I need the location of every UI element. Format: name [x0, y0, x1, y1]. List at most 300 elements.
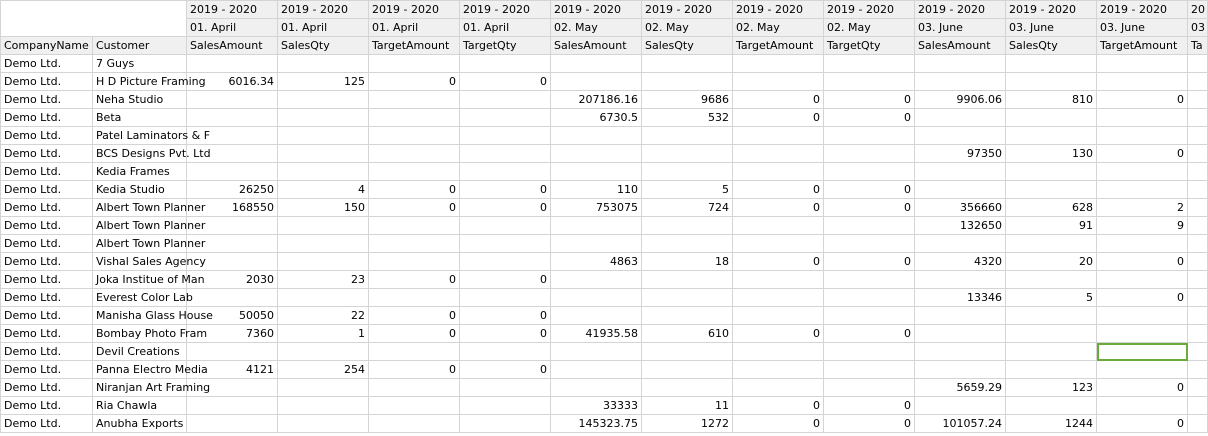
- customer-cell[interactable]: Albert Town Planner: [93, 217, 187, 235]
- value-cell[interactable]: 9: [1097, 217, 1188, 235]
- column-header-cell[interactable]: TargetAmount: [1097, 37, 1188, 55]
- value-cell[interactable]: 150: [278, 199, 369, 217]
- value-cell[interactable]: [1097, 397, 1188, 415]
- value-cell[interactable]: [824, 343, 915, 361]
- table-row[interactable]: [1, 181, 1208, 199]
- value-cell[interactable]: 33333: [551, 397, 642, 415]
- value-cell[interactable]: [733, 271, 824, 289]
- value-cell[interactable]: [915, 307, 1006, 325]
- value-cell[interactable]: [824, 271, 915, 289]
- value-cell[interactable]: 0: [824, 109, 915, 127]
- value-cell[interactable]: 0: [733, 253, 824, 271]
- value-cell[interactable]: [551, 217, 642, 235]
- value-cell[interactable]: 0: [733, 91, 824, 109]
- value-cell[interactable]: 9906.06: [915, 91, 1006, 109]
- value-cell[interactable]: [278, 163, 369, 181]
- customer-cell[interactable]: Albert Town Planner: [93, 235, 187, 253]
- value-cell[interactable]: [551, 361, 642, 379]
- column-header-cell[interactable]: SalesQty: [1006, 37, 1097, 55]
- value-cell[interactable]: 145323.75: [551, 415, 642, 433]
- value-cell[interactable]: 0: [369, 307, 460, 325]
- value-cell[interactable]: [460, 55, 551, 73]
- company-cell[interactable]: Demo Ltd.: [1, 415, 93, 433]
- customer-cell[interactable]: Anubha Exports: [93, 415, 187, 433]
- month-header-cell[interactable]: 03. June: [1097, 19, 1188, 37]
- value-cell[interactable]: [1006, 235, 1097, 253]
- value-cell[interactable]: [1097, 307, 1188, 325]
- period-header-cell[interactable]: 2019 - 2020: [1006, 1, 1097, 19]
- value-cell[interactable]: 0: [824, 199, 915, 217]
- value-cell[interactable]: 4: [278, 181, 369, 199]
- value-cell[interactable]: 0: [1097, 415, 1188, 433]
- value-cell[interactable]: 132650: [915, 217, 1006, 235]
- value-cell[interactable]: 97350: [915, 145, 1006, 163]
- value-cell[interactable]: [369, 127, 460, 145]
- value-cell[interactable]: [642, 307, 733, 325]
- column-header-cell[interactable]: SalesAmount: [551, 37, 642, 55]
- value-cell[interactable]: [1097, 325, 1188, 343]
- company-cell[interactable]: Demo Ltd.: [1, 163, 93, 181]
- value-cell[interactable]: 0: [460, 361, 551, 379]
- value-cell[interactable]: [1097, 361, 1188, 379]
- value-cell[interactable]: [1188, 343, 1208, 361]
- value-cell[interactable]: 4121: [187, 361, 278, 379]
- company-cell[interactable]: Demo Ltd.: [1, 199, 93, 217]
- value-cell[interactable]: [278, 379, 369, 397]
- company-cell[interactable]: Demo Ltd.: [1, 397, 93, 415]
- column-header-cell[interactable]: TargetAmount: [733, 37, 824, 55]
- table-row[interactable]: [1, 253, 1208, 271]
- value-cell[interactable]: [915, 127, 1006, 145]
- period-header-cell[interactable]: 2019 - 2020: [1097, 1, 1188, 19]
- value-cell[interactable]: 0: [733, 181, 824, 199]
- value-cell[interactable]: [824, 73, 915, 91]
- value-cell[interactable]: [733, 361, 824, 379]
- period-header-cell[interactable]: 2019 - 2020: [187, 1, 278, 19]
- value-cell[interactable]: [1006, 109, 1097, 127]
- value-cell[interactable]: [187, 415, 278, 433]
- company-cell[interactable]: Demo Ltd.: [1, 289, 93, 307]
- table-row[interactable]: [1, 235, 1208, 253]
- table-row[interactable]: [1, 163, 1208, 181]
- value-cell[interactable]: [824, 307, 915, 325]
- value-cell[interactable]: [278, 127, 369, 145]
- value-cell[interactable]: [460, 109, 551, 127]
- month-header-cell[interactable]: 01. April: [278, 19, 369, 37]
- value-cell[interactable]: [1188, 289, 1208, 307]
- value-cell[interactable]: 207186.16: [551, 91, 642, 109]
- value-cell[interactable]: [1006, 307, 1097, 325]
- value-cell[interactable]: [915, 73, 1006, 91]
- value-cell[interactable]: 0: [460, 307, 551, 325]
- value-cell[interactable]: [915, 55, 1006, 73]
- value-cell[interactable]: 628: [1006, 199, 1097, 217]
- period-header-cell[interactable]: 20: [1188, 1, 1208, 19]
- value-cell[interactable]: [642, 55, 733, 73]
- customer-cell[interactable]: Beta: [93, 109, 187, 127]
- value-cell[interactable]: 0: [369, 325, 460, 343]
- value-cell[interactable]: [1097, 73, 1188, 91]
- customer-cell[interactable]: Devil Creations: [93, 343, 187, 361]
- value-cell[interactable]: [642, 379, 733, 397]
- month-header-cell[interactable]: 01. April: [369, 19, 460, 37]
- value-cell[interactable]: [642, 73, 733, 91]
- value-cell[interactable]: [733, 307, 824, 325]
- customer-cell[interactable]: 7 Guys: [93, 55, 187, 73]
- value-cell[interactable]: 1: [278, 325, 369, 343]
- table-row[interactable]: [1, 73, 1208, 91]
- value-cell[interactable]: 168550: [187, 199, 278, 217]
- value-cell[interactable]: [551, 235, 642, 253]
- value-cell[interactable]: [1006, 55, 1097, 73]
- company-cell[interactable]: Demo Ltd.: [1, 325, 93, 343]
- value-cell[interactable]: [915, 325, 1006, 343]
- value-cell[interactable]: 2030: [187, 271, 278, 289]
- month-header-cell[interactable]: 02. May: [824, 19, 915, 37]
- value-cell[interactable]: 4320: [915, 253, 1006, 271]
- value-cell[interactable]: [824, 55, 915, 73]
- value-cell[interactable]: 1244: [1006, 415, 1097, 433]
- company-cell[interactable]: Demo Ltd.: [1, 109, 93, 127]
- column-header-cell[interactable]: CompanyName: [1, 37, 93, 55]
- value-cell[interactable]: [1188, 73, 1208, 91]
- value-cell[interactable]: [278, 91, 369, 109]
- value-cell[interactable]: [733, 217, 824, 235]
- period-header-cell[interactable]: 2019 - 2020: [642, 1, 733, 19]
- company-cell[interactable]: Demo Ltd.: [1, 253, 93, 271]
- value-cell[interactable]: [187, 343, 278, 361]
- value-cell[interactable]: [733, 73, 824, 91]
- value-cell[interactable]: [1097, 271, 1188, 289]
- value-cell[interactable]: [460, 253, 551, 271]
- value-cell[interactable]: [551, 127, 642, 145]
- value-cell[interactable]: [1188, 91, 1208, 109]
- value-cell[interactable]: [1006, 127, 1097, 145]
- value-cell[interactable]: 9686: [642, 91, 733, 109]
- value-cell[interactable]: [1006, 181, 1097, 199]
- value-cell[interactable]: [1097, 109, 1188, 127]
- value-cell[interactable]: 7360: [187, 325, 278, 343]
- value-cell[interactable]: [642, 271, 733, 289]
- table-row[interactable]: [1, 91, 1208, 109]
- value-cell[interactable]: [1188, 325, 1208, 343]
- value-cell[interactable]: [551, 307, 642, 325]
- column-header-cell[interactable]: TargetQty: [824, 37, 915, 55]
- column-header-cell[interactable]: SalesQty: [642, 37, 733, 55]
- value-cell[interactable]: 0: [460, 73, 551, 91]
- value-cell[interactable]: [460, 91, 551, 109]
- value-cell[interactable]: [1097, 181, 1188, 199]
- customer-cell[interactable]: Kedia Studio: [93, 181, 187, 199]
- value-cell[interactable]: [551, 55, 642, 73]
- value-cell[interactable]: 18: [642, 253, 733, 271]
- company-cell[interactable]: Demo Ltd.: [1, 91, 93, 109]
- value-cell[interactable]: [551, 379, 642, 397]
- table-row[interactable]: [1, 55, 1208, 73]
- value-cell[interactable]: 0: [369, 181, 460, 199]
- company-cell[interactable]: Demo Ltd.: [1, 361, 93, 379]
- table-row[interactable]: [1, 415, 1208, 433]
- value-cell[interactable]: [1006, 163, 1097, 181]
- value-cell[interactable]: [1188, 181, 1208, 199]
- value-cell[interactable]: 532: [642, 109, 733, 127]
- customer-cell[interactable]: Panna Electro Media: [93, 361, 187, 379]
- value-cell[interactable]: [278, 109, 369, 127]
- value-cell[interactable]: [369, 55, 460, 73]
- customer-cell[interactable]: H D Picture Framing: [93, 73, 187, 91]
- table-row[interactable]: [1, 217, 1208, 235]
- value-cell[interactable]: [460, 163, 551, 181]
- customer-cell[interactable]: Everest Color Lab: [93, 289, 187, 307]
- table-row[interactable]: [1, 199, 1208, 217]
- value-cell[interactable]: [460, 379, 551, 397]
- value-cell[interactable]: [1188, 55, 1208, 73]
- value-cell[interactable]: 0: [824, 181, 915, 199]
- table-row[interactable]: [1, 289, 1208, 307]
- value-cell[interactable]: 0: [824, 325, 915, 343]
- value-cell[interactable]: 0: [1097, 289, 1188, 307]
- value-cell[interactable]: [369, 253, 460, 271]
- column-header-cell[interactable]: Ta: [1188, 37, 1208, 55]
- value-cell[interactable]: 254: [278, 361, 369, 379]
- value-cell[interactable]: [1188, 397, 1208, 415]
- value-cell[interactable]: 0: [369, 271, 460, 289]
- company-cell[interactable]: Demo Ltd.: [1, 307, 93, 325]
- value-cell[interactable]: 6016.34: [187, 73, 278, 91]
- value-cell[interactable]: [460, 127, 551, 145]
- value-cell[interactable]: 724: [642, 199, 733, 217]
- customer-cell[interactable]: Bombay Photo Fram: [93, 325, 187, 343]
- period-header-cell[interactable]: 2019 - 2020: [824, 1, 915, 19]
- value-cell[interactable]: 130: [1006, 145, 1097, 163]
- value-cell[interactable]: 0: [460, 181, 551, 199]
- value-cell[interactable]: [278, 397, 369, 415]
- value-cell[interactable]: [642, 235, 733, 253]
- value-cell[interactable]: [824, 379, 915, 397]
- value-cell[interactable]: [278, 55, 369, 73]
- table-row[interactable]: [1, 343, 1208, 361]
- column-header-cell[interactable]: SalesAmount: [915, 37, 1006, 55]
- value-cell[interactable]: [551, 271, 642, 289]
- month-header-cell[interactable]: 03: [1188, 19, 1208, 37]
- customer-cell[interactable]: Albert Town Planner: [93, 199, 187, 217]
- value-cell[interactable]: 26250: [187, 181, 278, 199]
- value-cell[interactable]: [915, 343, 1006, 361]
- value-cell[interactable]: 4863: [551, 253, 642, 271]
- value-cell[interactable]: [460, 415, 551, 433]
- value-cell[interactable]: [460, 289, 551, 307]
- company-cell[interactable]: Demo Ltd.: [1, 217, 93, 235]
- value-cell[interactable]: 5: [642, 181, 733, 199]
- customer-cell[interactable]: BCS Designs Pvt. Ltd: [93, 145, 187, 163]
- value-cell[interactable]: 0: [1097, 253, 1188, 271]
- value-cell[interactable]: [1097, 163, 1188, 181]
- period-header-cell[interactable]: 2019 - 2020: [915, 1, 1006, 19]
- month-header-cell[interactable]: 01. April: [460, 19, 551, 37]
- value-cell[interactable]: 22: [278, 307, 369, 325]
- selected-cell[interactable]: [1097, 343, 1188, 361]
- customer-cell[interactable]: Ria Chawla: [93, 397, 187, 415]
- value-cell[interactable]: [551, 163, 642, 181]
- company-cell[interactable]: Demo Ltd.: [1, 55, 93, 73]
- value-cell[interactable]: [278, 343, 369, 361]
- value-cell[interactable]: [1188, 199, 1208, 217]
- value-cell[interactable]: 356660: [915, 199, 1006, 217]
- period-header-cell[interactable]: 2019 - 2020: [460, 1, 551, 19]
- month-header-cell[interactable]: 03. June: [1006, 19, 1097, 37]
- value-cell[interactable]: [551, 289, 642, 307]
- value-cell[interactable]: [1097, 235, 1188, 253]
- table-row[interactable]: [1, 325, 1208, 343]
- company-cell[interactable]: Demo Ltd.: [1, 271, 93, 289]
- value-cell[interactable]: 23: [278, 271, 369, 289]
- value-cell[interactable]: [824, 163, 915, 181]
- value-cell[interactable]: 20: [1006, 253, 1097, 271]
- company-cell[interactable]: Demo Ltd.: [1, 343, 93, 361]
- value-cell[interactable]: [824, 217, 915, 235]
- value-cell[interactable]: [1006, 397, 1097, 415]
- value-cell[interactable]: [369, 289, 460, 307]
- value-cell[interactable]: [915, 181, 1006, 199]
- customer-cell[interactable]: Vishal Sales Agency: [93, 253, 187, 271]
- value-cell[interactable]: [733, 127, 824, 145]
- value-cell[interactable]: 123: [1006, 379, 1097, 397]
- value-cell[interactable]: [1188, 217, 1208, 235]
- period-header-cell[interactable]: 2019 - 2020: [551, 1, 642, 19]
- table-row[interactable]: [1, 109, 1208, 127]
- period-header-cell[interactable]: 2019 - 2020: [733, 1, 824, 19]
- column-header-cell[interactable]: SalesQty: [278, 37, 369, 55]
- value-cell[interactable]: [1188, 127, 1208, 145]
- table-row[interactable]: [1, 361, 1208, 379]
- table-row[interactable]: [1, 145, 1208, 163]
- value-cell[interactable]: [369, 217, 460, 235]
- value-cell[interactable]: [642, 145, 733, 163]
- value-cell[interactable]: 0: [369, 73, 460, 91]
- value-cell[interactable]: [733, 163, 824, 181]
- value-cell[interactable]: [460, 235, 551, 253]
- column-header-cell[interactable]: TargetQty: [460, 37, 551, 55]
- value-cell[interactable]: [915, 397, 1006, 415]
- value-cell[interactable]: [460, 145, 551, 163]
- period-header-cell[interactable]: 2019 - 2020: [278, 1, 369, 19]
- value-cell[interactable]: [278, 145, 369, 163]
- value-cell[interactable]: [369, 235, 460, 253]
- value-cell[interactable]: [642, 163, 733, 181]
- value-cell[interactable]: [551, 145, 642, 163]
- value-cell[interactable]: [642, 127, 733, 145]
- value-cell[interactable]: 0: [460, 325, 551, 343]
- value-cell[interactable]: 0: [1097, 91, 1188, 109]
- company-cell[interactable]: Demo Ltd.: [1, 127, 93, 145]
- value-cell[interactable]: [915, 361, 1006, 379]
- value-cell[interactable]: 0: [733, 397, 824, 415]
- value-cell[interactable]: [824, 145, 915, 163]
- value-cell[interactable]: 0: [733, 325, 824, 343]
- value-cell[interactable]: 2: [1097, 199, 1188, 217]
- value-cell[interactable]: [1006, 361, 1097, 379]
- value-cell[interactable]: [1006, 73, 1097, 91]
- value-cell[interactable]: [1188, 415, 1208, 433]
- value-cell[interactable]: [187, 109, 278, 127]
- value-cell[interactable]: [369, 415, 460, 433]
- value-cell[interactable]: [369, 163, 460, 181]
- value-cell[interactable]: [733, 289, 824, 307]
- value-cell[interactable]: 753075: [551, 199, 642, 217]
- value-cell[interactable]: 5: [1006, 289, 1097, 307]
- value-cell[interactable]: [1006, 271, 1097, 289]
- value-cell[interactable]: 125: [278, 73, 369, 91]
- value-cell[interactable]: [369, 145, 460, 163]
- value-cell[interactable]: 610: [642, 325, 733, 343]
- value-cell[interactable]: [369, 109, 460, 127]
- value-cell[interactable]: 0: [824, 253, 915, 271]
- value-cell[interactable]: [915, 271, 1006, 289]
- value-cell[interactable]: [278, 415, 369, 433]
- table-row[interactable]: [1, 271, 1208, 289]
- value-cell[interactable]: 0: [369, 199, 460, 217]
- value-cell[interactable]: 91: [1006, 217, 1097, 235]
- value-cell[interactable]: 0: [733, 199, 824, 217]
- value-cell[interactable]: [278, 217, 369, 235]
- month-header-cell[interactable]: 03. June: [915, 19, 1006, 37]
- column-header-cell[interactable]: SalesAmount: [187, 37, 278, 55]
- value-cell[interactable]: 0: [1097, 379, 1188, 397]
- value-cell[interactable]: [915, 109, 1006, 127]
- value-cell[interactable]: [733, 55, 824, 73]
- value-cell[interactable]: 0: [824, 415, 915, 433]
- value-cell[interactable]: [1188, 235, 1208, 253]
- customer-cell[interactable]: Manisha Glass House: [93, 307, 187, 325]
- value-cell[interactable]: [278, 253, 369, 271]
- company-cell[interactable]: Demo Ltd.: [1, 73, 93, 91]
- value-cell[interactable]: [824, 235, 915, 253]
- value-cell[interactable]: [369, 379, 460, 397]
- month-header-cell[interactable]: 02. May: [733, 19, 824, 37]
- table-row[interactable]: [1, 127, 1208, 145]
- value-cell[interactable]: [1097, 127, 1188, 145]
- value-cell[interactable]: [642, 217, 733, 235]
- value-cell[interactable]: [642, 361, 733, 379]
- value-cell[interactable]: 0: [824, 91, 915, 109]
- value-cell[interactable]: 101057.24: [915, 415, 1006, 433]
- value-cell[interactable]: [460, 343, 551, 361]
- value-cell[interactable]: [1188, 307, 1208, 325]
- value-cell[interactable]: 41935.58: [551, 325, 642, 343]
- value-cell[interactable]: [551, 73, 642, 91]
- value-cell[interactable]: [1188, 109, 1208, 127]
- value-cell[interactable]: [1188, 163, 1208, 181]
- value-cell[interactable]: [278, 289, 369, 307]
- table-row[interactable]: [1, 379, 1208, 397]
- value-cell[interactable]: [369, 91, 460, 109]
- value-cell[interactable]: [642, 289, 733, 307]
- value-cell[interactable]: 110: [551, 181, 642, 199]
- value-cell[interactable]: [1006, 325, 1097, 343]
- period-header-cell[interactable]: 2019 - 2020: [369, 1, 460, 19]
- value-cell[interactable]: [278, 235, 369, 253]
- value-cell[interactable]: [1097, 55, 1188, 73]
- value-cell[interactable]: [1006, 343, 1097, 361]
- column-header-cell[interactable]: TargetAmount: [369, 37, 460, 55]
- value-cell[interactable]: [187, 397, 278, 415]
- value-cell[interactable]: [733, 379, 824, 397]
- value-cell[interactable]: [187, 163, 278, 181]
- company-cell[interactable]: Demo Ltd.: [1, 145, 93, 163]
- value-cell[interactable]: 5659.29: [915, 379, 1006, 397]
- company-cell[interactable]: Demo Ltd.: [1, 235, 93, 253]
- table-row[interactable]: [1, 397, 1208, 415]
